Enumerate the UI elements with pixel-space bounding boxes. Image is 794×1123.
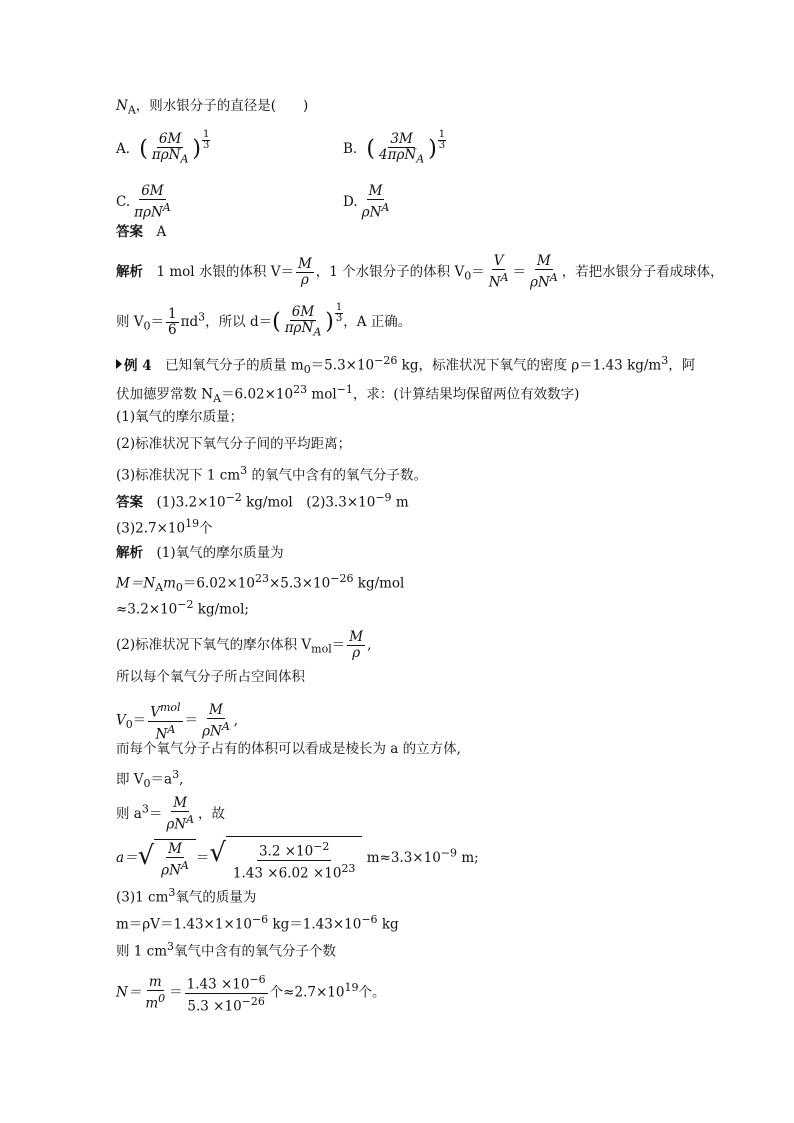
example-4-line-2: 伏加德罗常数 $N_A=6.02\times 10^{23}$ mol$^{-1}$，求：(计算结果均保留两位有效数字): [116, 383, 580, 406]
option-b: B．( $\frac{3M}{4\pi\rho N_A}$ ) $\frac{1}{3}$: [343, 129, 446, 166]
question-part-3: (3)标准状况下 1 $cm^3$ 的氧气中含有的氧气分子数。: [116, 464, 427, 484]
example-4-tag: 例 4: [116, 356, 152, 376]
option-a-exponent: $\frac{1}{3}$: [203, 129, 210, 151]
option-b-fraction: $\frac{3M}{4\pi\rho N_A}$: [379, 131, 425, 166]
option-c: C. $\frac{6M}{\pi\rho N^A}$: [116, 183, 171, 221]
answer-1: 答案 A: [116, 224, 167, 240]
question-head: $N_A$，则水银分子的直径是( ): [116, 98, 309, 117]
solution-line-14: N＝ $\frac{m}{m^0}$ ＝ $\frac{1.43 \times 10^{-6}}{5.3 \times 10^{-26}}$ 个$\approx 2.7\times 10^{19}$个。: [116, 973, 386, 1014]
sqrt-1: √ $\frac{M}{\rho N^A}$: [138, 839, 196, 879]
solution-line-11: (3)1 $cm^3$氧气的质量为: [116, 886, 257, 906]
question-part-2: (2)标准状况下氧气分子间的平均距离；: [116, 436, 352, 452]
option-a-fraction: $\frac{6M}{\pi\rho N_A}$: [151, 131, 189, 166]
solution-line-4: (2)标准状况下氧气的摩尔体积 $V_{mol}=$ $\frac{M}{\rho}$ ,: [116, 629, 372, 661]
answer-4-line-2: $(3)2.7\times 10^{19}$个: [116, 517, 213, 537]
solution-line-7: 而每个氧气分子占有的体积可以看成是棱长为 a 的立方体,: [116, 741, 461, 757]
solution-line-6: $V_0=$ $\frac{V^{mol}}{N^A}$ ＝ $\frac{M}{\rho N^A}$ ,: [116, 701, 239, 742]
option-c-fraction: $\frac{6M}{\pi\rho N^A}$: [134, 183, 171, 221]
explanation-1-line-2: 则 $V_0=$ $\frac{1}{6}$ $\pi d^3$，所以 d＝( $\frac{6M}{\pi\rho N_A}$ ) $\frac{1}{3}$ ，A 正确。: [116, 302, 412, 339]
solution-line-12: $m=\rho V=1.43\times 1\times 10^{-6}$ $kg=1.43\times 10^{-6}$ kg: [116, 913, 399, 933]
solution-line-10: a＝ √ $\frac{M}{\rho N^A}$ ＝ √ $\frac{3.2 \times 10^{-2}}{1.43 \times 6.02 \times 10^{23}}$ $m\approx 3.3\times 10^{-9}$ m;: [116, 838, 479, 881]
solution-line-5: 所以每个氧气分子所占空间体积: [116, 669, 305, 685]
explanation-1-line-1: 解析 1 mol 水银的体积 V＝ $\frac{M}{\rho}$ ，1 个水银分子的体积 $V_0=$ $\frac{V}{N^A}$ ＝ $\frac{M}{\rho N^A}$ ，若把水银分子看成球体，: [116, 253, 724, 291]
solution-line-9: 则 $a^3=$ $\frac{M}{\rho N^A}$ ，故: [116, 795, 226, 833]
option-d-fraction: $\frac{M}{\rho N^A}$: [361, 183, 390, 221]
sqrt-2: √ $\frac{3.2 \times 10^{-2}}{1.43 \times 6.02 \times 10^{23}}$: [209, 836, 362, 881]
solution-line-13: 则 1 $cm^3$氧气中含有的氧气分子个数: [116, 940, 337, 960]
solution-line-3: $\approx 3.2\times 10^{-2}$ kg/mol;: [116, 598, 249, 618]
question-part-1: (1)氧气的摩尔质量；: [116, 409, 244, 425]
solution-line-2: $M=N_Am_0=6.02\times 10^{23}\times 5.3\times 10^{-26}$ kg/mol: [116, 572, 405, 595]
option-b-exponent: $\frac{1}{3}$: [438, 129, 446, 151]
example-4-line-1: 例 4 已知氧气分子的质量 $m_0=5.3\times 10^{-26}$ kg，标准状况下氧气的密度 ρ＝1.43 $kg/m^3$，阿: [116, 351, 695, 380]
answer-4-line-1: 答案 $(1)3.2\times 10^{-2}$ kg/mol $(2)3.3\times 10^{-9}$ m: [116, 491, 409, 511]
solution-line-1: 解析 (1)氧气的摩尔质量为: [116, 545, 284, 561]
option-d: D. $\frac{M}{\rho N^A}$: [343, 183, 390, 221]
option-a: A．( $\frac{6M}{\pi\rho N_A}$ ) $\frac{1}{3}$: [116, 129, 210, 166]
solution-line-8: 即 $V_0=a^3$,: [116, 768, 184, 791]
